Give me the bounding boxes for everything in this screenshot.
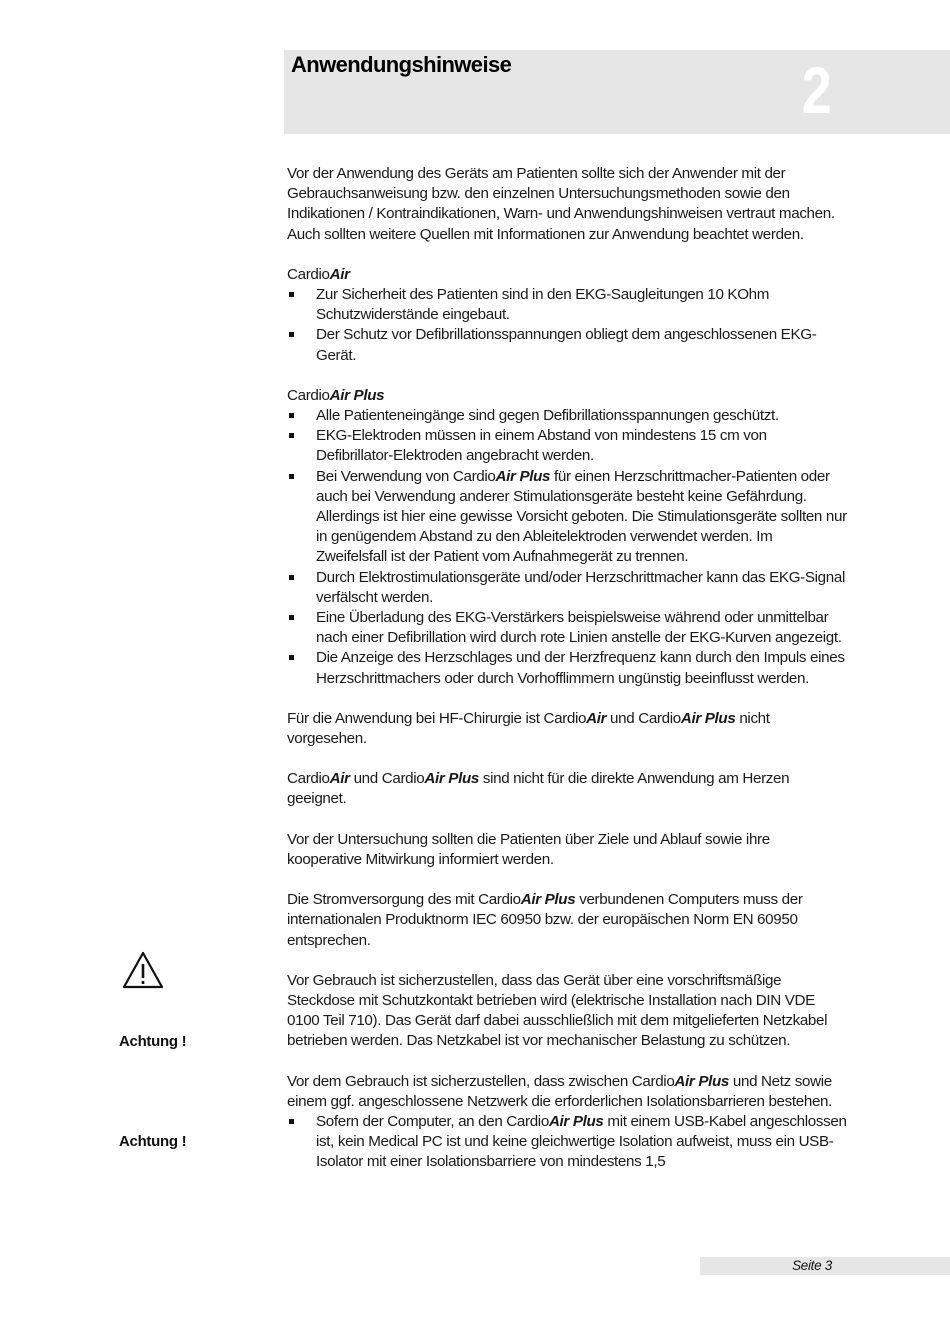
hf-paragraph: Für die Anwendung bei HF-Chirurgie ist CardioAir und CardioAir Plus nicht vorgesehen. (287, 709, 770, 748)
warning-label: Achtung ! (119, 1133, 187, 1150)
list-item: Durch Elektrostimulationsgeräte und/oder Herzschrittmacher kann das EKG-Signal verfälscht werden. (287, 568, 847, 608)
list-item: Alle Patienteneingänge sind gegen Defibrillationsspannungen geschützt. (287, 406, 847, 426)
warning-triangle-icon (121, 950, 165, 995)
main-content (287, 164, 847, 1173)
intro-paragraph: Vor der Anwendung des Geräts am Patienten sollte sich der Anwender mit der Gebrauchsanweisung bzw. den einzelnen Untersuchungsmethoden sowie den Indikationen / Kontraindikationen, Warn- und Anwendungshinweisen vertraut machen. Auch sollten weitere Quellen mit Informationen zur Anwendung beachtet werden. (287, 165, 835, 243)
page-footer (700, 1257, 950, 1275)
heart-paragraph: CardioAir und CardioAir Plus sind nicht für die direkte Anwendung am Herzen geeignet. (287, 770, 790, 808)
chapter-number: 2 (801, 53, 832, 127)
list-item: Bei Verwendung von CardioAir Plus für einen Herzschrittmacher-Patienten oder auch bei Verwendung anderer Stimulationsgeräte besteht keine Gefährdung. Allerdings ist hier eine gewisse Vorsicht geboten. Die Stimulationsgeräte sollten nur in genügendem Abstand zu den Ableitelektroden verwendet werden. Im Zweifelsfall ist der Patient vom Aufnahmegerät zu trennen. (287, 467, 847, 568)
isolation-paragraph: Vor dem Gebrauch ist sicherzustellen, dass zwischen CardioAir Plus und Netz sowie einem ggf. angeschlossene Netzwerk die erforderlichen Isolationsbarrieren bestehen. (287, 1072, 833, 1110)
cardioairplus-heading: CardioAir Plus (287, 386, 385, 404)
exam-paragraph: Vor der Untersuchung sollten die Patienten über Ziele und Ablauf sowie ihre kooperative Mitwirkung informiert werden. (287, 830, 770, 868)
socket-paragraph: Vor Gebrauch ist sicherzustellen, dass das Gerät über eine vorschriftsmäßige Steckdose mit Schutzkontakt betrieben wird (elektrische Installation nach DIN VDE 0100 Teil 710). Das Gerät darf dabei ausschließlich mit dem mitgelieferten Netzkabel betrieben werden. Das Netzkabel ist vor mechanischer Belastung zu schützen. (287, 971, 828, 1050)
isolation-list (287, 1112, 847, 1173)
list-item: Die Anzeige des Herzschlages und der Herzfrequenz kann durch den Impuls eines Herzschrittmachers oder durch Vorhofflimmern ungünstig beeinflusst werden. (287, 648, 847, 688)
list-item: Zur Sicherheit des Patienten sind in den EKG-Saugleitungen 10 KOhm Schutzwiderstände eingebaut. (287, 285, 847, 325)
page-title: Anwendungshinweise (291, 52, 512, 77)
cardioairplus-list (287, 406, 847, 689)
list-item: Sofern der Computer, an den CardioAir Plus mit einem USB-Kabel angeschlossen ist, kein Medical PC ist und keine gleichwertige Isolation aufweist, muss ein USB-Isolator mit einer Isolationsbarriere von mindestens 1,5 (287, 1112, 847, 1173)
list-item: Der Schutz vor Defibrillationsspannungen obliegt dem angeschlossenen EKG-Gerät. (287, 325, 847, 365)
power-paragraph: Die Stromversorgung des mit CardioAir Plus verbundenen Computers muss der internationalen Produktnorm IEC 60950 bzw. der europäischen Norm EN 60950 entsprechen. (287, 891, 803, 949)
chapter-header (284, 50, 950, 134)
warning-label: Achtung ! (119, 1033, 187, 1050)
page-number: Seite 3 (792, 1258, 832, 1273)
cardioair-heading: CardioAir (287, 265, 350, 283)
list-item: Eine Überladung des EKG-Verstärkers beispielsweise während oder unmittelbar nach einer Defibrillation wird durch rote Linien anstelle der EKG-Kurven angezeigt. (287, 608, 847, 648)
list-item: EKG-Elektroden müssen in einem Abstand von mindestens 15 cm von Defibrillator-Elektroden angebracht werden. (287, 426, 847, 466)
cardioair-list (287, 285, 847, 366)
